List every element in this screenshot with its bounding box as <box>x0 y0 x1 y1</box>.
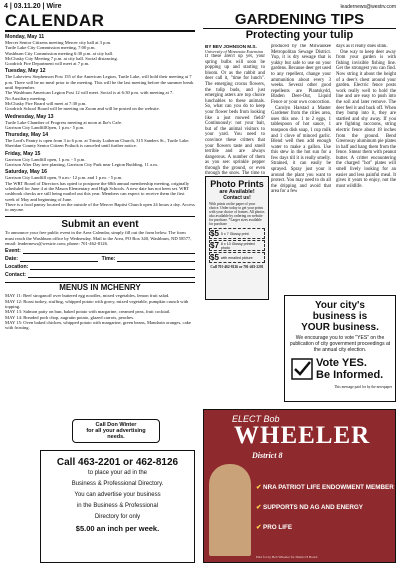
directory-line: in the Business & Professional <box>76 503 159 509</box>
menus-section <box>5 282 195 330</box>
event-line[interactable] <box>5 246 195 254</box>
calendar-event: McClusky Fire Board will meet at 7:30 p.m. <box>5 100 87 106</box>
vote-yes-ad <box>284 295 396 402</box>
coupon <box>209 252 265 263</box>
calendar-event: Turtle Lake City Commission meeting, 7:00 p.m. <box>5 45 96 51</box>
wheeler-fine: Paid for by Bob Wheeler for District 8 Board <box>256 555 318 559</box>
photo-prints-subtitle: are Available! <box>219 189 255 195</box>
time-label: Time: <box>101 256 116 263</box>
date-time-line[interactable] <box>5 254 195 262</box>
vote-head-line: YOUR business. <box>301 322 379 333</box>
article-column-3 <box>336 44 396 288</box>
submit-event-form <box>5 216 195 278</box>
article-text: If these aren't up yet, your spring bulbs will soon be popping up and starting to bloom. Or as the rabbit and deer call it, "time for lunch". The emerging crocus flowers, the tulip buds, and just emerging asters are top choice lunchables to these animals. So, what can you do to keep your flower beds from looking like a just mowed field? Continuously: not your bait, but of the animal visitors to your yard. You need to convince these critters that your flowers taste and smell terrible and are always dangerous. A number of them as you see: sprinkle pepper through the ground, or even through the snow. The time to <box>205 54 265 177</box>
wheeler-campaign-ad <box>203 409 396 563</box>
directory-price: $5.00 an inch per week. <box>75 524 160 533</box>
gardening-title: GARDENING TIPS <box>203 12 396 29</box>
calendar-event: Garrison City Landfill open, 9 a.m.- 12 p.m. and 1 p.m. - 5 p.m. <box>5 175 123 181</box>
wheeler-bullet-text: NRA PATRIOT LIFE ENDOWMENT MEMBER <box>263 484 394 491</box>
article-column-2 <box>271 44 331 288</box>
contact-line[interactable] <box>5 270 195 278</box>
menus-title: MENUS IN MCHENRY <box>59 283 141 293</box>
calendar-event: Mercer Senior Citizens meeting Mercer city hall at 3 p.m. <box>5 40 112 45</box>
event-input[interactable] <box>23 249 195 254</box>
vote-block <box>285 357 395 381</box>
directory-line: You can advertise your business <box>74 492 161 498</box>
article-text: produced by the Milwaukee Metropolitan Sewage District. Yup, it is dry sewage that is yukky but safe to use on your gardens. Because deer get used to any repellent, change your ammunition about every 3 weeks. Several other good repellents are Plantskydd, Bladen Deer-Out, Liquid Fence or your own concoction. <box>271 44 331 105</box>
submit-body: To announce your free public event in the Area Calendar, simply fill out the form below. The form must reach the Washburn office by Wednesday. Mail to the Area, PO Box 340, Washburn, ND 58577, email: leadernews@westriv.com; phone: 701-462-8126. <box>5 230 192 247</box>
calendar-event: The WRT Board of Directors has opted to postpone the 68th annual membership meeting, originally scheduled for June 4 at the Mason Elementary and High Schools. A new date has not been set. WRT cashbook checks are still being mailed out this year. Members can expect to receive them the first week of May and beginning of June. <box>5 180 190 202</box>
directory-phone: Call 463-2201 or 462-8126 <box>56 457 179 468</box>
calendar-day-heading: Tuesday, May 12 <box>5 68 46 75</box>
directory-line: Directory for only <box>94 514 141 520</box>
page-number-date: 4 | 03.11.20 | Wire <box>4 3 62 10</box>
wheeler-elect: ELECT Bob <box>232 414 280 424</box>
coupon-text: 8 x 10 Glossy printed photo <box>220 241 255 250</box>
contact-input[interactable] <box>28 273 195 278</box>
menu-item: MAY 15: Oven baked chicken, whipped potato with margarine, green beans, Mandarin oranges, cake with frosting. <box>5 319 191 331</box>
menu-item: MAY 14: Breaded pork chop, augratin potato, glazed carrots, peaches. <box>5 314 135 320</box>
calendar-column <box>5 12 195 330</box>
photo-prints-contact: Contact us! <box>223 195 251 201</box>
vote-slogan <box>316 357 383 381</box>
wheeler-bullet <box>256 524 292 531</box>
vote-head-line: business is <box>312 311 368 322</box>
calendar-day-heading: Monday, May 11 <box>5 34 45 40</box>
vote-ad-body: We encourage you to vote "YES" on the publication of city government proceedings at the annual city election. <box>289 335 391 353</box>
photo-prints-title: Photo Prints <box>210 179 264 189</box>
byline: BY BEV JOHNSON M.S. <box>205 44 257 49</box>
coupon-price: $5 <box>210 253 219 262</box>
photo-prints-fine: With prints on the paper of your choice. Order today to get your prints with your choice of frames. All photos also available by ordering on website for purchase. *Larger sizes available for purchase <box>209 202 265 226</box>
vote-head-line: Your city's <box>315 300 365 311</box>
byline-affiliation: University of Minnesota Extension <box>205 49 264 54</box>
vote-slogan-line: Vote YES. <box>316 357 367 369</box>
photo-prints-phones: Call 701-462-8126 or 701-463-2201 <box>210 265 264 269</box>
coupon-text: 5 x 7 Glossy print <box>220 231 249 236</box>
calendar-event: Washburn City Commission meeting 6:30 p.m. at city hall. <box>5 50 114 56</box>
calendar-event: Turtle Lake Chamber of Progress meeting at noon at Ike's Cafe. <box>5 119 123 125</box>
candidate-photo <box>209 464 251 556</box>
calendar-event: Garrison City Landfill open, 1 p.m. - 5 p.m. <box>5 156 86 162</box>
check-icon: ✔ <box>256 484 262 491</box>
check-icon: ✔ <box>256 504 262 511</box>
calendar-day-heading: Friday, May 15 <box>5 150 41 157</box>
vote-ad-caption: This message paid for by the newspaper <box>334 385 392 389</box>
calendar-event: Garrison City LandfillOpen, 1 p.m.- 5 p.m. <box>5 124 85 130</box>
page-header <box>4 2 396 11</box>
calendar-event: Garrison After Day tree planting, Garrison City Park near Legion Building, 11 a.m. <box>5 162 158 168</box>
location-label: Location: <box>5 264 29 271</box>
don-winter-ad <box>72 419 160 443</box>
checkbox-check-icon <box>291 358 313 380</box>
gardening-subtitle: Protecting your tulip <box>245 29 354 41</box>
time-input[interactable] <box>117 257 195 262</box>
calendar-event: Goodrich Fire Department will meet at 7 p.m. <box>5 61 90 67</box>
directory-line: Business & Professional Directory. <box>71 481 164 487</box>
date-input[interactable] <box>20 257 98 262</box>
don-ad-line2: for all your advertising <box>86 428 146 434</box>
article-text: days as it really does stink. <box>336 44 388 49</box>
date-label: Date: <box>5 256 18 263</box>
check-icon: ✔ <box>256 524 262 531</box>
calendar-event: The Washburn American Legion Post 12 will meet. Social is at 6:30 p.m. with meeting at 7. <box>5 90 174 96</box>
calendar-event: No Auxiliary meeting. <box>5 95 47 101</box>
calendar-title: CALENDAR <box>5 12 195 32</box>
coupon-price: $7 <box>210 241 219 250</box>
location-line[interactable] <box>5 262 195 270</box>
calendar-day-heading: Wednesday, May 13 <box>5 113 54 120</box>
don-ad-line3: needs. <box>107 434 125 440</box>
calendar-days <box>5 34 195 212</box>
coupon <box>209 240 265 251</box>
site-address: leadernews@westrv.com <box>340 3 396 10</box>
wheeler-bullet-text: SUPPORTS ND AG AND ENERGY <box>263 504 363 511</box>
calendar-event: Sheridan County Senior Citizen Potluck is canceled until further notice. <box>5 143 137 149</box>
photo-prints-ad <box>205 176 269 300</box>
calendar-day-heading: Saturday, May 16 <box>5 169 47 176</box>
calendar-event: McClusky City Meeting 7 p.m. at city hall. Social distancing. <box>5 55 118 61</box>
wheeler-bullet <box>256 484 394 491</box>
coupon <box>209 228 265 239</box>
don-ad-line1: Call Don Winter <box>95 422 137 428</box>
wheeler-bullet <box>256 504 363 511</box>
calendar-event: There is a food pantry located on the outside of the Mercer Baptist Church open 24 hours a day. Access to anyone. <box>5 201 195 213</box>
wheeler-bullet-text: PRO LIFE <box>263 524 293 531</box>
contact-label: Contact: <box>5 272 27 279</box>
wheeler-name: WHEELER <box>234 422 371 449</box>
article-column-1 <box>205 44 265 179</box>
coupon-text: with emailed picture <box>220 255 253 260</box>
menu-item: MAY 11: Beef stroganoff over buttered egg noodles, mixed vegetables, lemon fruit salad. <box>5 293 170 299</box>
calendar-event: The Lord's Pantry is open from 3 to 6 p.m. at Trinity Lutheran Church, 315 Sanders St., Turtle Lake. <box>5 138 190 144</box>
calendar-event: The Lakeview Stephenson Post 155 of the American Legion, Turtle Lake, will hold their meeting at 7 p.m. There will be no meal prior to the meeting. This will be the last meeting before the summer break until September. <box>5 74 194 91</box>
article-text: Carolyn Harstad a Master Gardener from the cities area, uses this one. 1 to 2 eggs, 1 tablespoon of hot sauce, 1 teaspoon dish soap, 1 cup milk and 1 clove of minced garlic. Blend well then add enough water to make a gallon. Use this stew in the hot sun for a few days till it is really smelly. Strained, it can easily be sprayed. Spray just your it around the plant you want to protect. You may need to do all the dripping and avoid that area for a few <box>271 105 331 195</box>
submit-title: Submit an event <box>61 219 139 231</box>
directory-line: to place your ad in the <box>87 470 148 476</box>
calendar-event: Goodrich School Board will be meeting on Zoom and will be posted on the website. <box>5 106 160 112</box>
coupon-price: $5 <box>210 229 219 238</box>
article-text: One way to keep deer away from your garden is with fishing invisible fishing line. Get the strongest you can find. Now string it about the height of a deer's chest around your garden. Electric fence posts work really well to hold the line and are easy to push into the soil and later remove. The deer feel it and back off. When they bump into it, they are startled and shy away. If you are fighting raccoons, string electric fence about 18 inches from the ground. Bend Greenway aluminum pie plates in half and hang them from the fence. Smear them with peanut butter. A critter encountering the charged "hot" plates will smell lively looking for an easier and less painful meal. It gives it years to enjoy, not the most wildlife. <box>336 49 396 189</box>
event-label: Event: <box>5 248 21 255</box>
menu-item: MAY 13: Salmon patty on bun, baked potato with margarine, creamed peas, fruit cocktail. <box>5 309 171 315</box>
location-input[interactable] <box>30 265 195 270</box>
menu-item: MAY 12: Roast turkey, stuffing, whipped potato with gravy, mixed vegetable, pumpkin crunch with topping. <box>5 298 189 309</box>
gardening-column <box>203 12 396 42</box>
vote-ad-headline <box>285 300 395 333</box>
directory-ad <box>40 450 195 563</box>
calendar-day-heading: Thursday, May 14 <box>5 132 49 139</box>
vote-slogan-line: Be Informed. <box>316 369 384 381</box>
wheeler-district: District 8 <box>252 451 283 460</box>
